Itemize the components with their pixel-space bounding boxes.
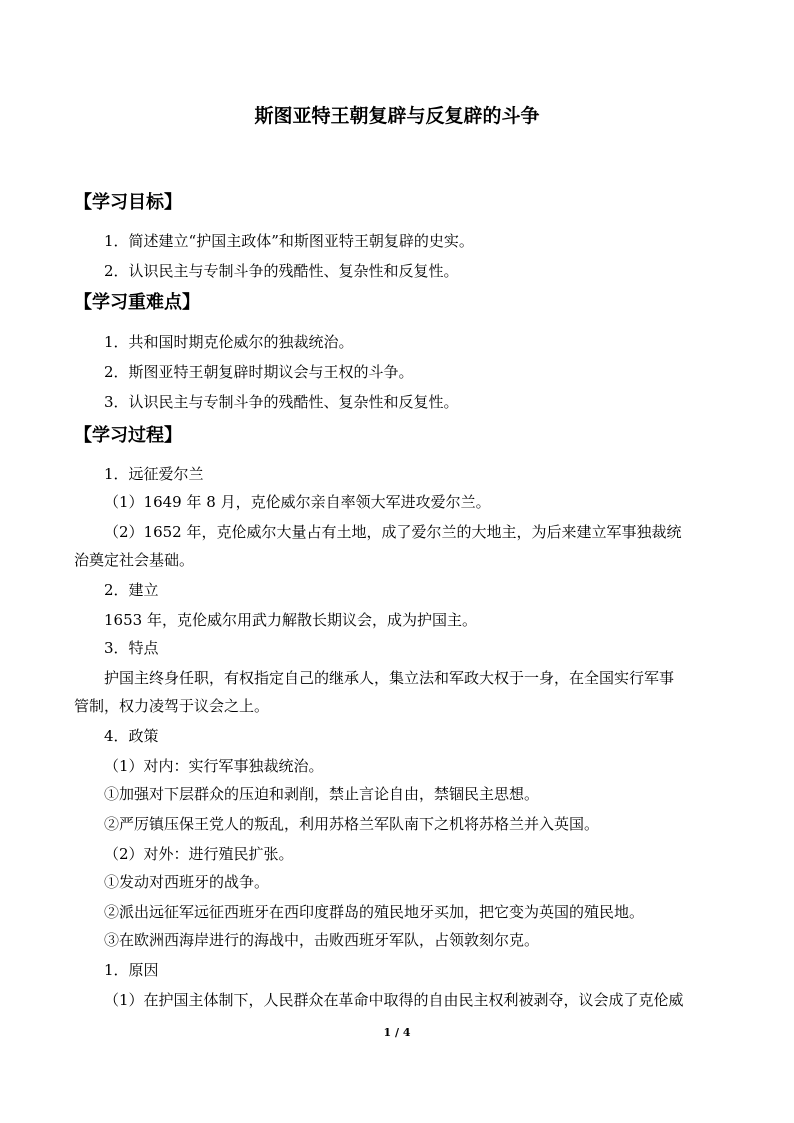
process-line: ③在欧洲西海岸进行的海战中，击败西班牙军队，占领敦刻尔克。 (104, 931, 540, 949)
process-line: （2）1652 年，克伦威尔大量占有土地，成了爱尔兰的大地主，为后来建立军事独裁统 (104, 523, 682, 541)
process-line: 管制，权力凌驾于议会之上。 (74, 697, 270, 715)
process-line: 护国主终身任职，有权指定自己的继承人，集立法和军政大权于一身，在全国实行军事 (104, 669, 675, 687)
process-line: （1）1649 年 8 月，克伦威尔亲自率领大军进攻爱尔兰。 (104, 493, 491, 511)
key-point-item: 3．认识民主与专制斗争的残酷性、复杂性和反复性。 (104, 393, 459, 411)
process-line: ①加强对下层群众的压迫和剥削，禁止言论自由，禁锢民主思想。 (104, 785, 540, 803)
goal-item: 2．认识民主与专制斗争的残酷性、复杂性和反复性。 (104, 262, 459, 280)
process-line: 1．远征爱尔兰 (104, 465, 204, 483)
process-line: 1．原因 (104, 961, 159, 979)
process-line: ①发动对西班牙的战争。 (104, 873, 270, 891)
process-line: ②派出远征军远征西班牙在西印度群岛的殖民地牙买加，把它变为英国的殖民地。 (104, 903, 645, 921)
document-title: 斯图亚特王朝复辟与反复辟的斗争 (254, 105, 540, 127)
key-points-heading: 【学习重难点】 (74, 292, 200, 313)
process-line: （1）对内：实行军事独裁统治。 (104, 757, 324, 775)
process-line: 1653 年，克伦威尔用武力解散长期议会，成为护国主。 (104, 611, 477, 629)
goal-item: 1．简述建立“护国主政体”和斯图亚特王朝复辟的史实。 (104, 232, 474, 250)
page-number: 1 / 4 (383, 1026, 411, 1039)
process-line: （2）对外：进行殖民扩张。 (104, 845, 294, 863)
process-line: 2．建立 (104, 581, 159, 599)
goals-heading: 【学习目标】 (74, 192, 182, 213)
key-point-item: 1．共和国时期克伦威尔的独裁统治。 (104, 333, 354, 351)
key-point-item: 2．斯图亚特王朝复辟时期议会与王权的斗争。 (104, 363, 414, 381)
process-line: 治奠定社会基础。 (74, 551, 195, 569)
process-line: 3．特点 (104, 639, 159, 657)
process-line: 4．政策 (104, 727, 159, 745)
process-line: ②严厉镇压保王党人的叛乱，利用苏格兰军队南下之机将苏格兰并入英国。 (104, 815, 600, 833)
process-line: （1）在护国主体制下，人民群众在革命中取得的自由民主权利被剥夺，议会成了克伦威 (104, 991, 684, 1009)
process-heading: 【学习过程】 (74, 425, 182, 446)
